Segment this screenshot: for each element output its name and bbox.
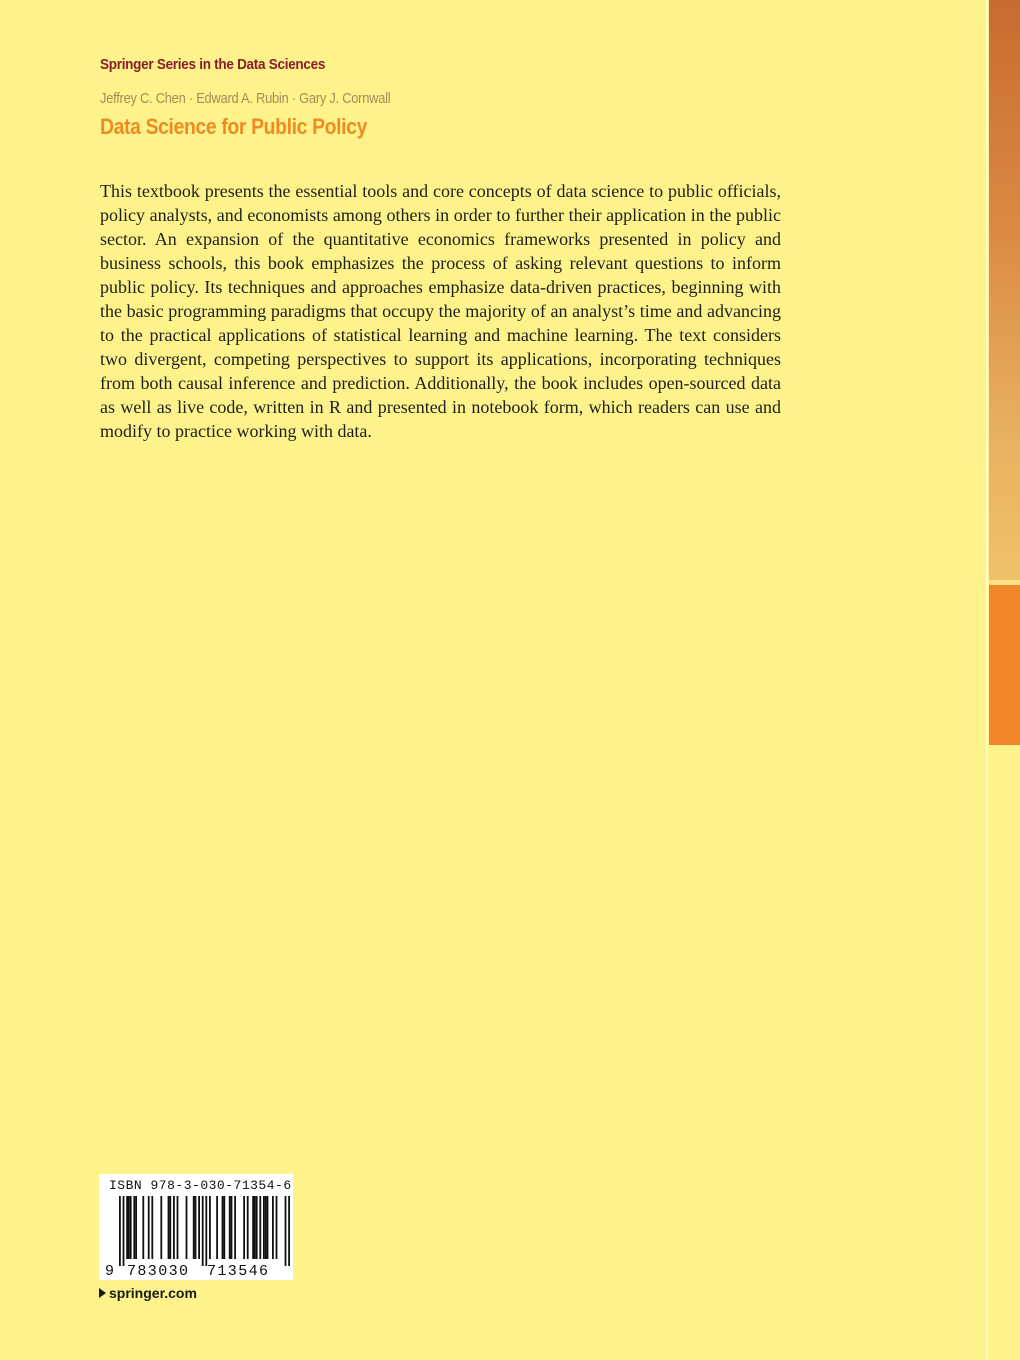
springer-website-link[interactable]: [99, 1285, 197, 1301]
barcode-digit-prefix: 9: [105, 1263, 115, 1280]
barcode-bar: [209, 1196, 211, 1259]
barcode-bar: [151, 1196, 153, 1259]
authors-line: Jeffrey C. Chen · Edward A. Rubin · Gary J. Cornwall: [100, 90, 391, 107]
series-name: Springer Series in the Data Sciences: [100, 56, 326, 73]
barcode-bar: [205, 1196, 207, 1266]
barcode-graphic: [99, 1174, 293, 1280]
book-title: Data Science for Public Policy: [100, 114, 368, 139]
barcode-bar: [222, 1196, 224, 1259]
barcode-bar: [223, 1196, 225, 1259]
barcode-bar: [229, 1196, 231, 1259]
barcode-bar: [128, 1196, 130, 1259]
spine-edge-gradient: [989, 0, 1020, 580]
barcode-bar: [276, 1196, 278, 1259]
barcode-bar: [133, 1196, 135, 1259]
barcode-bar: [130, 1196, 132, 1259]
barcode-bar: [254, 1196, 256, 1259]
barcode-bar: [135, 1196, 137, 1259]
barcode-bar: [243, 1196, 245, 1259]
barcode-bar: [247, 1196, 249, 1259]
barcode-bar: [186, 1196, 188, 1259]
barcode-bar: [285, 1196, 287, 1266]
barcode-bar: [256, 1196, 258, 1259]
barcode-bar: [259, 1196, 261, 1259]
barcode-bar: [169, 1196, 171, 1259]
barcode-bar: [168, 1196, 170, 1259]
barcode-bar: [288, 1196, 290, 1266]
spine-edge-orange-band: [989, 585, 1020, 745]
barcode-bar: [267, 1196, 269, 1259]
barcode-bar: [195, 1196, 197, 1259]
barcode-bar: [216, 1196, 218, 1259]
barcode-bar: [173, 1196, 175, 1259]
barcode-bar: [119, 1196, 121, 1266]
barcode-bar: [142, 1196, 144, 1259]
barcode-digits-left: 783030: [127, 1263, 190, 1280]
arrow-right-icon: [99, 1288, 106, 1298]
spine-edge-line: [986, 0, 988, 1360]
barcode-bar: [272, 1196, 274, 1259]
barcode-bar: [126, 1196, 128, 1259]
barcode-bar: [148, 1196, 150, 1259]
barcode-bar: [193, 1196, 195, 1259]
barcode-bar: [265, 1196, 267, 1259]
barcode-bar: [234, 1196, 236, 1259]
isbn-label: ISBN 978-3-030-71354-6: [109, 1178, 292, 1193]
barcode-bar: [252, 1196, 254, 1259]
isbn-barcode: [99, 1174, 293, 1280]
barcode-bar: [160, 1196, 162, 1259]
barcode-bar: [231, 1196, 233, 1259]
springer-website-text: springer.com: [109, 1285, 197, 1301]
barcode-bar: [198, 1196, 200, 1259]
barcode-bar: [123, 1196, 125, 1266]
barcode-bar: [202, 1196, 204, 1266]
book-description: This textbook presents the essential tools and core concepts of data science to public officials, policy analysts, and economists among others in order to further their application in the public sector. An expansion of the quantitative economics frameworks presented in policy and business schools, this book emphasizes the process of asking relevant questions to inform public policy. Its techniques and approaches emphasize data-driven practices, beginning with the basic programming paradigms that occupy the majority of an analyst’s time and advancing to the practical applications of statistical learning and machine learning. The text considers two divergent, competing perspectives to support its applications, incorporating techniques from both causal inference and prediction. Additionally, the book includes open-sourced data as well as live code, written in R and presented in notebook form, which readers can use and modify to practice working with data.: [100, 181, 781, 441]
barcode-bar: [177, 1196, 179, 1259]
barcode-digits-right: 713546: [207, 1263, 270, 1280]
barcode-bar: [263, 1196, 265, 1259]
